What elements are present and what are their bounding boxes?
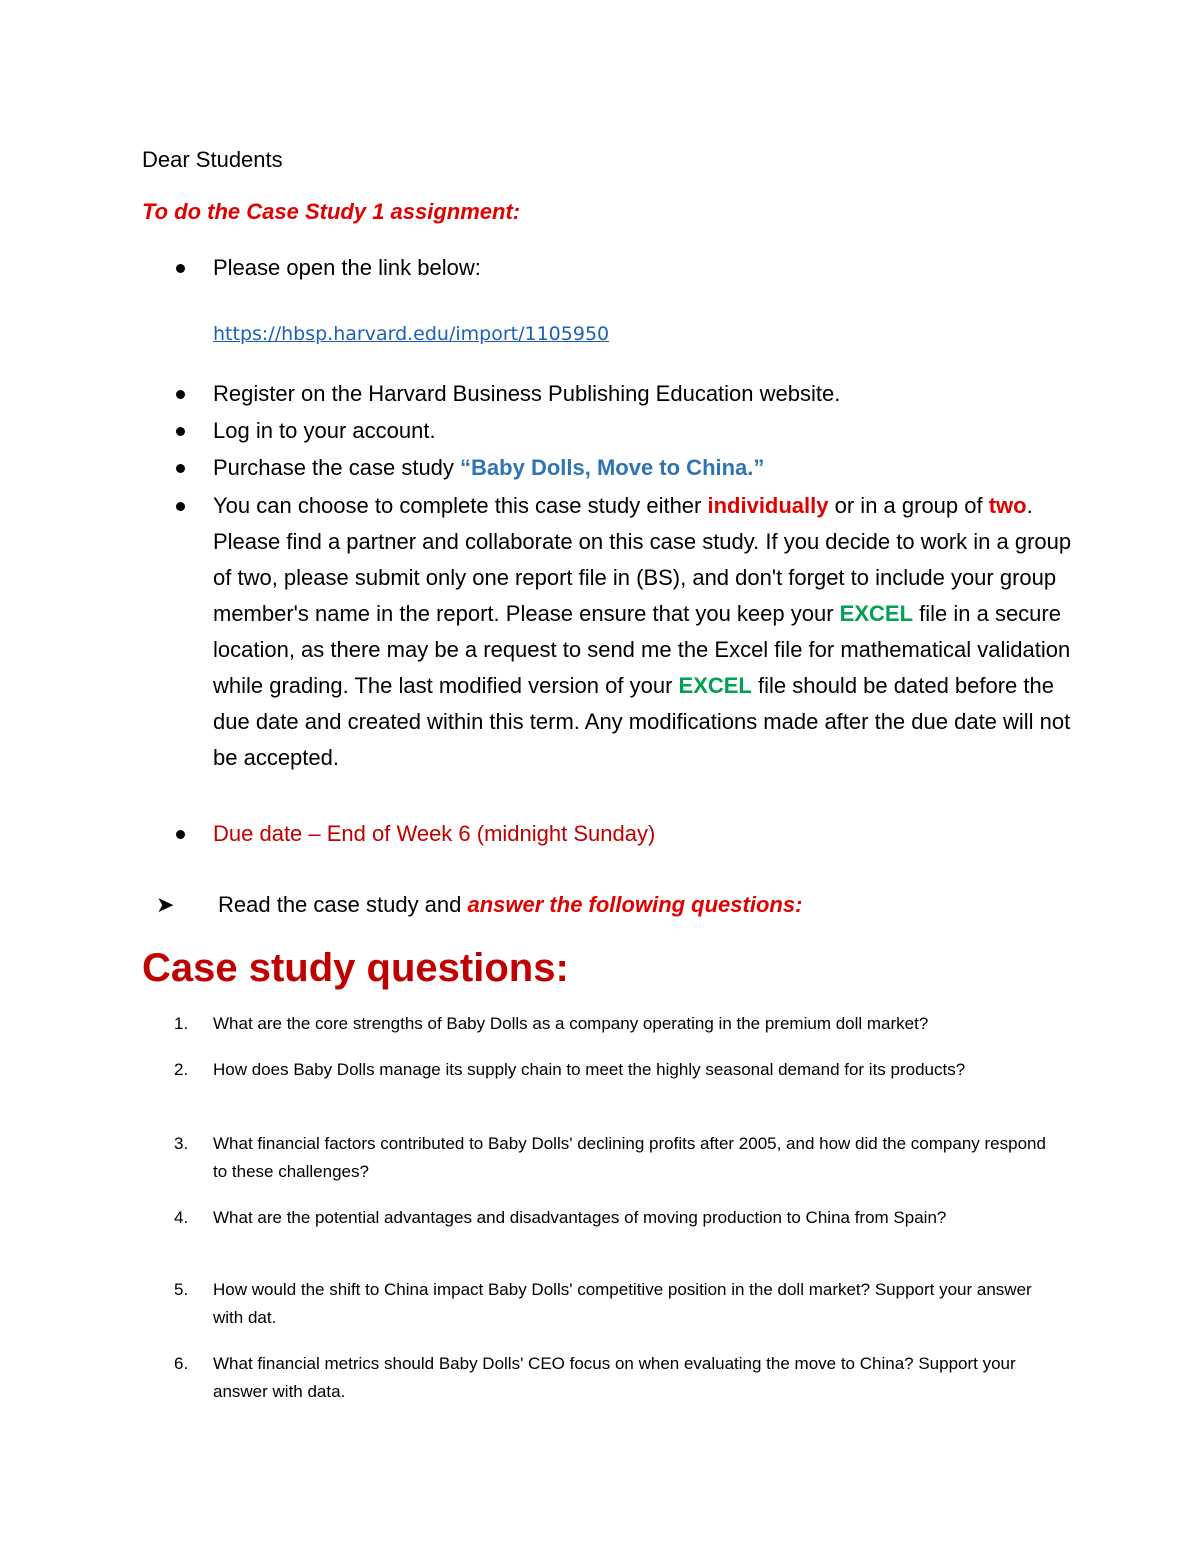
- bullet-icon: [176, 390, 185, 399]
- two-emphasis: two: [988, 493, 1027, 518]
- case-study-link[interactable]: https://hbsp.harvard.edu/import/1105950: [213, 323, 610, 345]
- bullet-icon: [176, 427, 185, 436]
- question-text: What are the potential advantages and disadvantages of moving production to China from Spain?: [213, 1208, 947, 1227]
- group-text-5: file should be dated before the due date and created within this term. Any modifications made after the due date will not be accepted.: [213, 673, 1071, 770]
- question-text: What financial metrics should Baby Dolls' CEO focus on when evaluating the move to China? Support your answer with data.: [213, 1354, 1016, 1401]
- question-text: How would the shift to China impact Baby Dolls' competitive position in the doll market? Support your answer with dat.: [213, 1280, 1032, 1327]
- purchase-text: [213, 450, 1073, 486]
- arrow-bullet-icon: ➤: [156, 892, 175, 917]
- question-number: 1.: [174, 1014, 189, 1033]
- group-text-3: . Please find a partner and collaborate on this case study. If you decide to work in a group of two, please submit only one report file in (BS), and don't forget to include your group member's name in the report. Please ensure that you keep your: [213, 493, 1072, 626]
- register-text: Register on the Harvard Business Publishing Education website.: [213, 381, 841, 406]
- question-text: How does Baby Dolls manage its supply chain to meet the highly seasonal demand for its products?: [213, 1060, 966, 1079]
- question-number: 3.: [174, 1134, 189, 1153]
- read-text: [218, 890, 802, 920]
- bullet-icon: [176, 502, 185, 511]
- excel-emphasis: EXCEL: [839, 601, 914, 626]
- group-text-1: You can choose to complete this case study either: [213, 493, 708, 518]
- login-text: Log in to your account.: [213, 418, 436, 443]
- read-suffix: :: [795, 892, 803, 917]
- greeting: Dear Students: [142, 147, 283, 172]
- group-text-4: file in a secure location, as there may be a request to send me the Excel file for mathematical validation while grading. The last modified version of your: [213, 601, 1071, 698]
- question-text: What are the core strengths of Baby Dolls as a company operating in the premium doll market?: [213, 1014, 929, 1033]
- intro-heading: To do the Case Study 1 assignment:: [142, 199, 521, 224]
- group-text-2: or in a group of: [828, 493, 989, 518]
- bullet-icon: [176, 264, 185, 273]
- case-title: “Baby Dolls, Move to China.”: [460, 455, 765, 480]
- question-number: 5.: [174, 1280, 189, 1299]
- question-number: 2.: [174, 1060, 189, 1079]
- individually-emphasis: individually: [707, 493, 829, 518]
- read-emphasis: answer the following questions: [467, 892, 796, 917]
- questions-heading: Case study questions:: [142, 946, 569, 990]
- excel-emphasis: EXCEL: [678, 673, 752, 698]
- open-link-text: Please open the link below:: [213, 255, 481, 280]
- purchase-prefix: Purchase the case study: [213, 455, 461, 480]
- read-prefix: Read the case study and: [218, 892, 468, 917]
- due-date: Due date – End of Week 6 (midnight Sunday): [213, 821, 656, 846]
- bullet-icon: [176, 464, 185, 473]
- question-text: What financial factors contributed to Baby Dolls' declining profits after 2005, and how did the company respond to these challenges?: [213, 1134, 1046, 1181]
- question-number: 4.: [174, 1208, 189, 1227]
- question-number: 6.: [174, 1354, 189, 1373]
- group-instructions: [213, 488, 1073, 776]
- bullet-icon: [176, 830, 185, 839]
